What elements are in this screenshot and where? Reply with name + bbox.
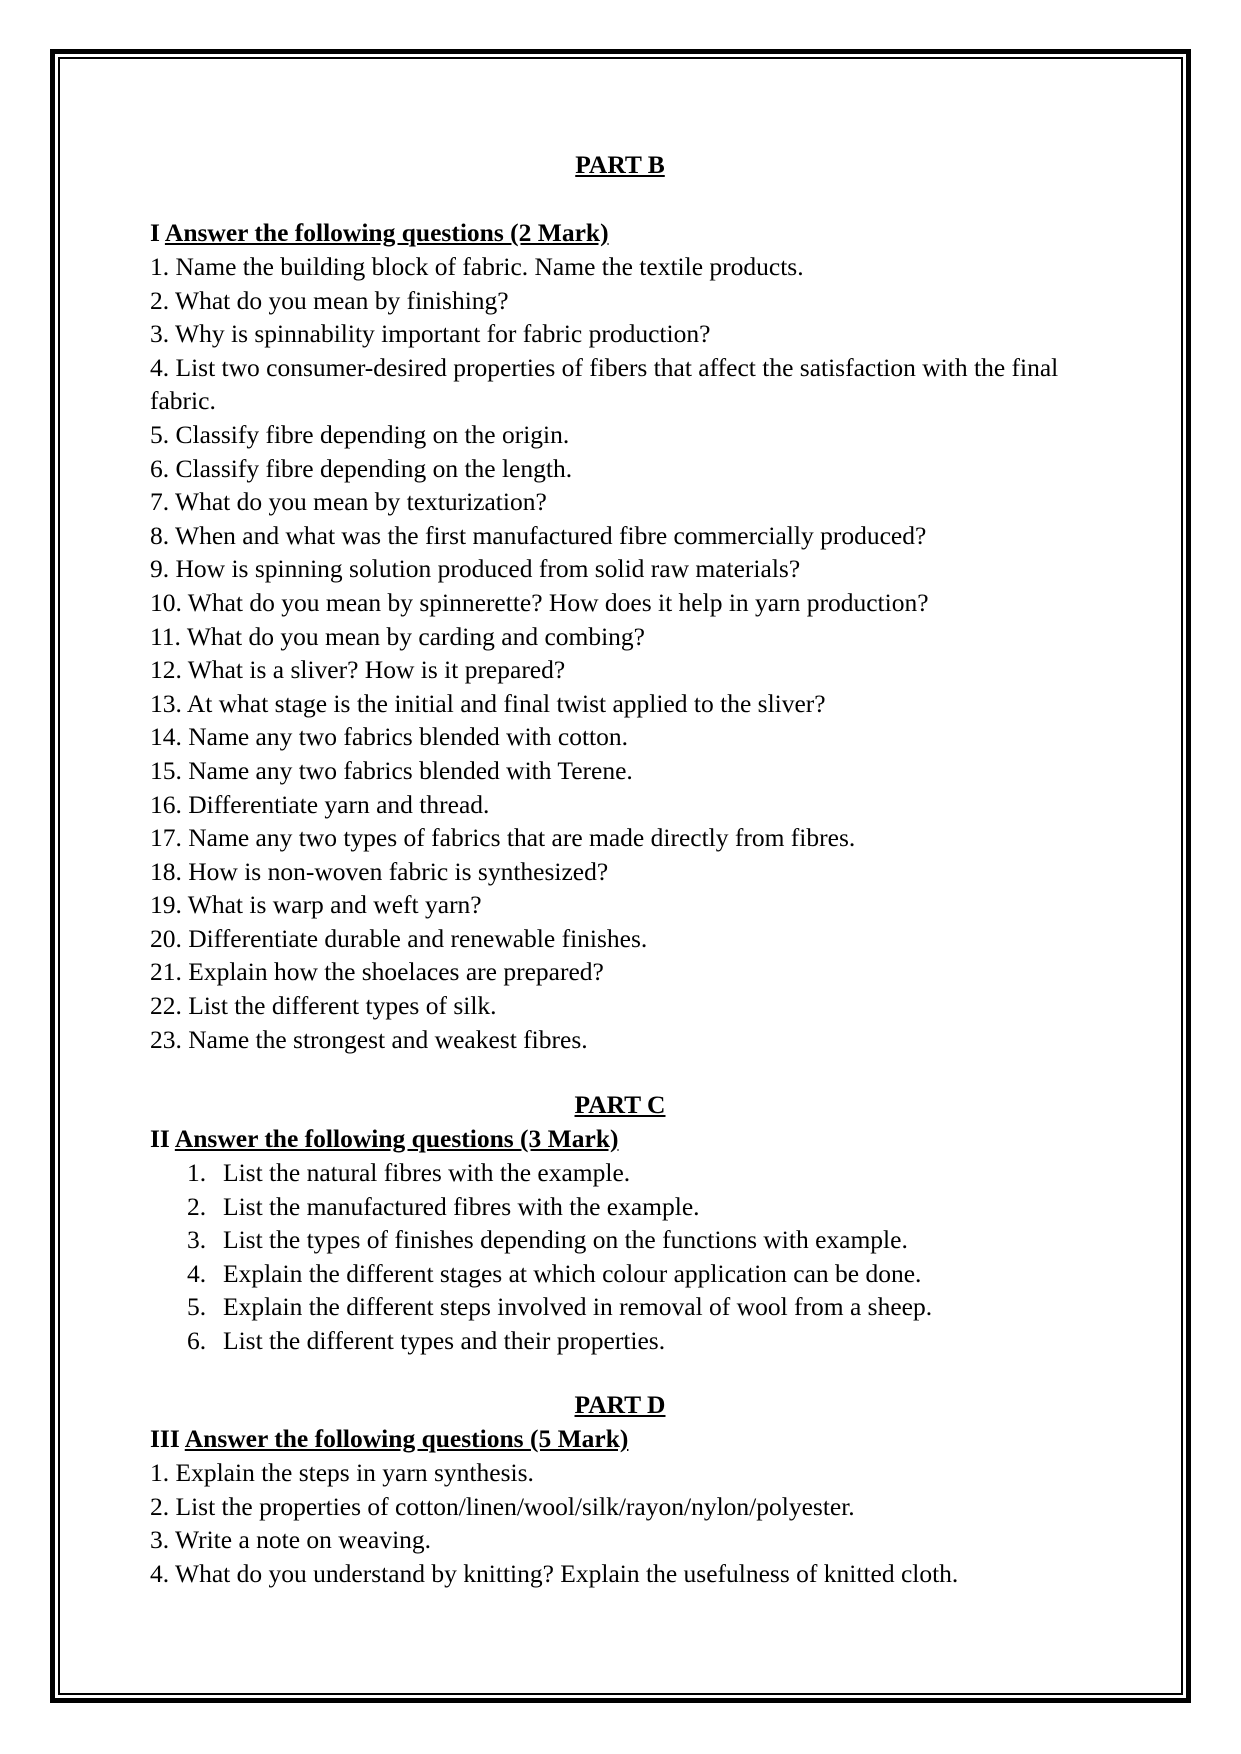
part-d-section-label: Answer the following questions (5 Mark) xyxy=(184,1424,629,1453)
question-item: 16. Differentiate yarn and thread. xyxy=(150,789,490,819)
question-number: 6. xyxy=(187,1325,207,1355)
question-item: 14. Name any two fabrics blended with cotton. xyxy=(150,722,629,752)
question-item: 6. Classify fibre depending on the length. xyxy=(150,453,573,483)
part-c-section-roman: II xyxy=(150,1124,170,1153)
part-c-question-list xyxy=(150,1156,1090,1358)
question-number: 1. xyxy=(187,1158,207,1187)
question-item: 18. How is non-woven fabric is synthesized? xyxy=(150,856,609,886)
question-item: 4. What do you understand by knitting? Explain the usefulness of knitted cloth. xyxy=(150,1558,959,1588)
question-text: Explain the different stages at which colour application can be done. xyxy=(223,1258,922,1288)
question-number: 3. xyxy=(187,1225,207,1255)
question-item: 1. Explain the steps in yarn synthesis. xyxy=(150,1458,534,1487)
question-item: 13. At what stage is the initial and final twist applied to the sliver? xyxy=(150,688,826,718)
question-text: List the different types and their properties. xyxy=(223,1325,666,1355)
question-item: 2. What do you mean by finishing? xyxy=(150,285,509,315)
question-item xyxy=(150,1223,1090,1257)
question-item xyxy=(150,1290,1090,1324)
part-d-section-roman: III xyxy=(150,1424,180,1453)
question-item: 10. What do you mean by spinnerette? How does it help in yarn production? xyxy=(150,587,929,617)
part-d-question-list xyxy=(150,1456,1090,1590)
question-number: 4. xyxy=(187,1258,207,1288)
question-text: List the manufactured fibres with the example. xyxy=(223,1191,700,1221)
part-b-section-label: Answer the following questions (2 Mark) xyxy=(164,218,609,247)
question-item: 5. Classify fibre depending on the origin. xyxy=(150,419,570,449)
question-item: 1. Name the building block of fabric. Name the textile products. xyxy=(150,252,804,281)
question-item: 4. List two consumer-desired properties of fibers that affect the satisfaction with the final fabric. xyxy=(150,352,1059,416)
part-b-heading: PART B xyxy=(575,150,665,179)
question-item: 21. Explain how the shoelaces are prepared? xyxy=(150,957,604,987)
part-b-section-title xyxy=(150,216,609,250)
part-c-section-title xyxy=(150,1122,619,1156)
question-item: 2. List the properties of cotton/linen/wool/silk/rayon/nylon/polyester. xyxy=(150,1491,855,1521)
question-item xyxy=(150,1257,1090,1291)
question-item: 9. How is spinning solution produced from solid raw materials? xyxy=(150,554,801,584)
part-c-heading: PART C xyxy=(574,1090,666,1119)
question-item: 11. What do you mean by carding and combing? xyxy=(150,621,645,651)
question-number: 5. xyxy=(187,1292,207,1322)
question-item: 23. Name the strongest and weakest fibres. xyxy=(150,1024,588,1054)
part-b-question-list xyxy=(150,250,1090,1056)
question-text: Explain the different steps involved in removal of wool from a sheep. xyxy=(223,1292,933,1322)
question-item: 3. Write a note on weaving. xyxy=(150,1525,432,1555)
question-item: 7. What do you mean by texturization? xyxy=(150,487,547,517)
question-item: 12. What is a sliver? How is it prepared? xyxy=(150,655,566,685)
question-text: List the types of finishes depending on the functions with example. xyxy=(223,1225,908,1255)
part-c-section-label: Answer the following questions (3 Mark) xyxy=(174,1124,619,1153)
part-d-heading: PART D xyxy=(574,1390,666,1419)
question-item: 8. When and what was the first manufactured fibre commercially produced? xyxy=(150,520,927,550)
question-item: 15. Name any two fabrics blended with Terene. xyxy=(150,755,633,785)
question-item: 17. Name any two types of fabrics that are made directly from fibres. xyxy=(150,823,856,853)
question-item: 22. List the different types of silk. xyxy=(150,991,497,1021)
question-number: 2. xyxy=(187,1191,207,1221)
question-item xyxy=(150,1324,1090,1358)
part-d-section-title xyxy=(150,1422,628,1456)
question-item: 3. Why is spinnability important for fabric production? xyxy=(150,319,711,349)
part-b-section-roman: I xyxy=(150,218,160,247)
question-item xyxy=(150,1156,1090,1190)
question-item xyxy=(150,1190,1090,1224)
question-item: 20. Differentiate durable and renewable finishes. xyxy=(150,923,648,953)
question-item: 19. What is warp and weft yarn? xyxy=(150,890,482,920)
question-text: List the natural fibres with the example. xyxy=(223,1158,631,1187)
